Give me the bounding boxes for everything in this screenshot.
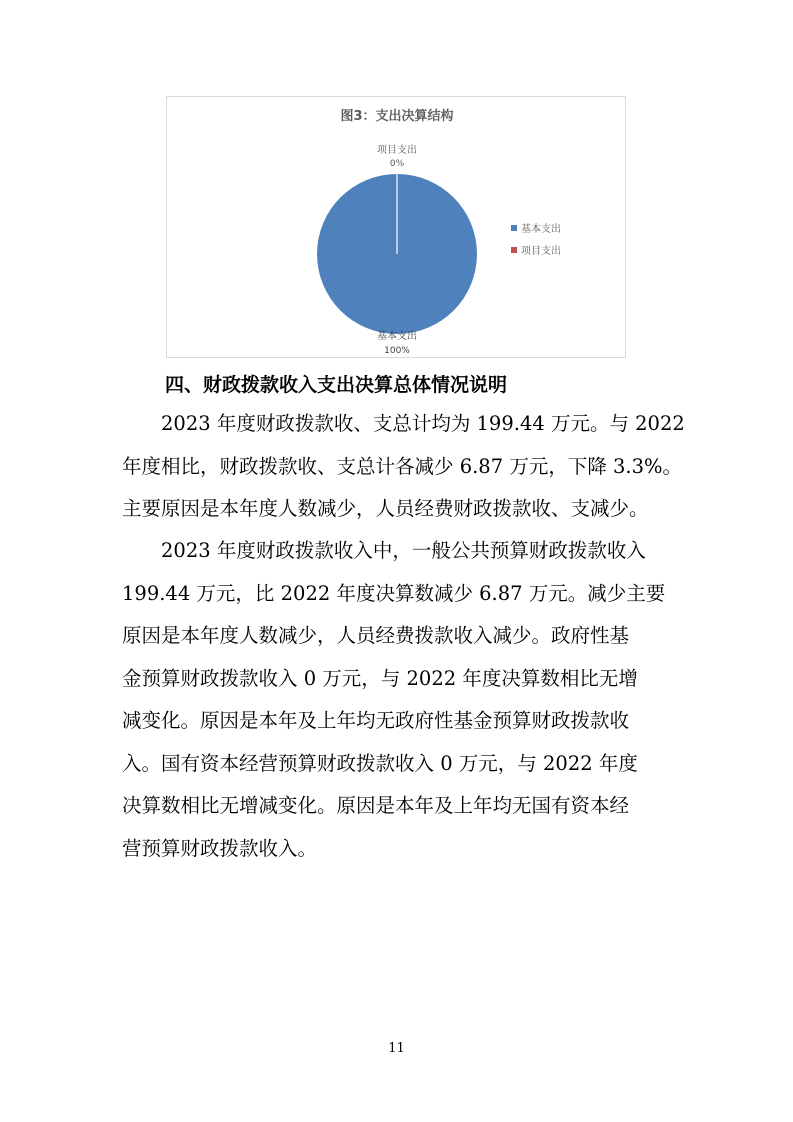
paragraph-1 <box>122 403 685 531</box>
data-label-project-name: 项目支出 <box>377 145 417 156</box>
paragraph-line: 营预算财政拨款收入。 <box>122 836 318 860</box>
paragraph-2 <box>122 530 674 870</box>
page-number: 11 <box>388 1041 405 1056</box>
paragraph-line: 原因是本年度人数减少，人员经费拨款收入减少。政府性基 <box>122 624 630 647</box>
paragraph-line: 入。国有资本经营预算财政拨款收入 0 万元，与 2022 年度 <box>122 751 638 775</box>
paragraph-line: 2023 年度财政拨款收、支总计均为 199.44 万元。与 2022 <box>161 412 685 435</box>
paragraph-line: 年度相比，财政拨款收、支总计各减少 6.87 万元，下降 3.3%。 <box>122 454 683 478</box>
data-label-project-value: 0% <box>389 159 405 169</box>
legend-swatch-basic <box>511 225 517 231</box>
chart-legend <box>511 222 561 257</box>
paragraph-line: 减变化。原因是本年及上年均无政府性基金预算财政拨款收 <box>122 709 630 732</box>
data-label-basic-name: 基本支出 <box>377 331 417 342</box>
expenditure-structure-chart <box>166 96 626 358</box>
legend-swatch-project <box>511 247 517 253</box>
chart-title: 图3：支出决算结构 <box>340 109 454 124</box>
pie-chart <box>317 174 477 334</box>
paragraph-line: 决算数相比无增减变化。原因是本年及上年均无国有资本经 <box>122 794 630 817</box>
paragraph-line: 主要原因是本年度人数减少，人员经费财政拨款收、支减少。 <box>122 497 649 520</box>
paragraph-line: 金预算财政拨款收入 0 万元，与 2022 年度决算数相比无增 <box>122 666 638 690</box>
section-heading: 四、财政拨款收入支出决算总体情况说明 <box>165 374 508 396</box>
paragraph-line: 199.44 万元，比 2022 年度决算数减少 6.87 万元。减少主要 <box>122 581 666 605</box>
paragraph-line: 2023 年度财政拨款收入中，一般公共预算财政拨款收入 <box>161 539 646 562</box>
legend-label-basic: 基本支出 <box>521 224 561 235</box>
data-label-basic-value: 100% <box>384 346 410 356</box>
legend-label-project: 项目支出 <box>521 246 561 257</box>
